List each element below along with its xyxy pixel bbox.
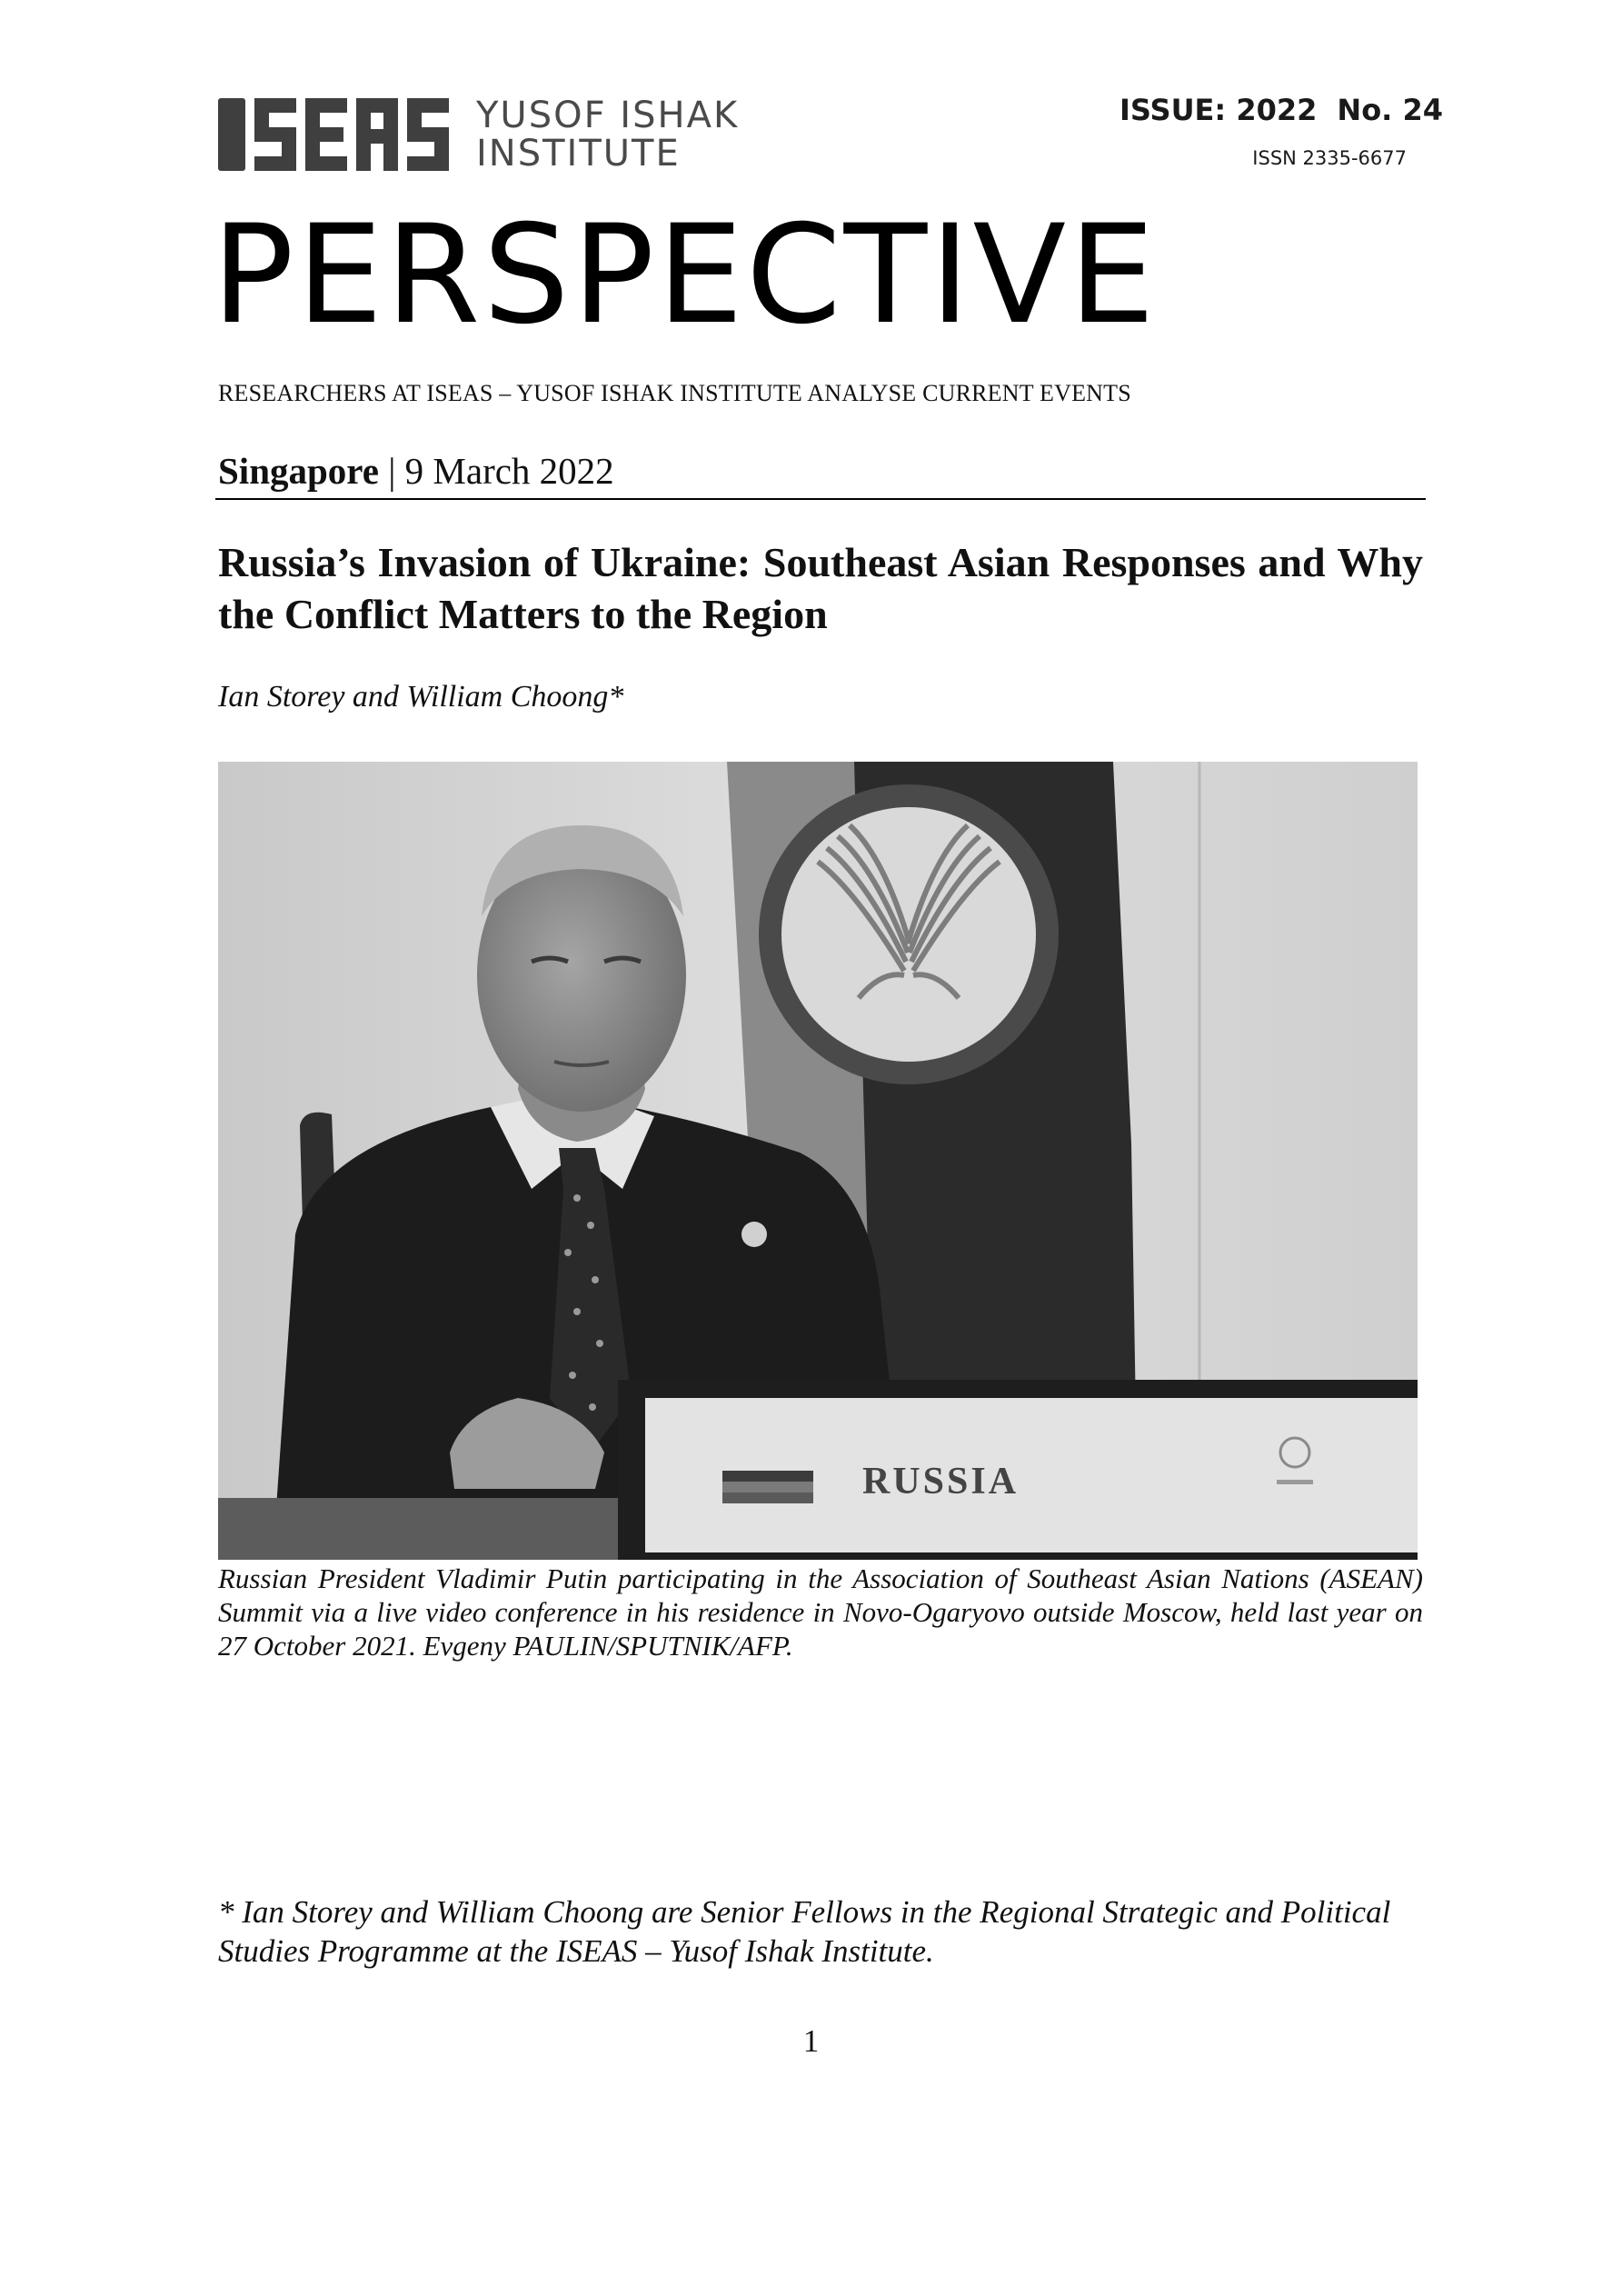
logo-line2: INSTITUTE (476, 133, 681, 175)
article-authors: Ian Storey and William Choong* (218, 680, 624, 714)
issn: ISSN 2335-6677 (1252, 147, 1407, 169)
masthead-title: PERSPECTIVE (212, 196, 1158, 354)
iseas-logo (218, 96, 739, 173)
nameplate-label: RUSSIA (861, 1461, 1020, 1502)
author-footnote: * Ian Storey and William Choong are Senior Fellows in the Regional Strategic and Political Studies Programme at the ISEAS – Yusof Ishak Institute. (218, 1894, 1391, 1969)
logo-line1: YUSOF ISHAK (476, 95, 740, 136)
issue-number: No. 24 (1337, 93, 1443, 127)
article-title: Russia’s Invasion of Ukraine: Southeast Asian Responses and Why the Conflict Matters to the Region (218, 539, 1423, 637)
issue-year: ISSUE: 2022 (1119, 93, 1318, 127)
dateline-place: Singapore (218, 450, 379, 492)
masthead-tagline: RESEARCHERS AT ISEAS – YUSOF ISHAK INSTITUTE ANALYSE CURRENT EVENTS (218, 380, 1131, 406)
institute-name (476, 96, 739, 173)
photo-caption: Russian President Vladimir Putin participating in the Association of Southeast Asian Nations (ASEAN) Summit via a live video conference in his residence in Novo-Ogaryovo outside Moscow, held last year on 27 October 2021. Evgeny PAULIN/SPUTNIK/AFP. (218, 1562, 1423, 1662)
header-rule (215, 498, 1426, 500)
nameplate (618, 1380, 1418, 1560)
dateline-date: 9 March 2022 (404, 450, 614, 492)
issue-label (1119, 93, 1443, 127)
dateline-separator: | (378, 450, 405, 492)
iseas-logo-mark (218, 98, 456, 171)
dateline (218, 449, 614, 493)
article-photo (218, 762, 1418, 1560)
page-number: 1 (802, 2023, 820, 2059)
